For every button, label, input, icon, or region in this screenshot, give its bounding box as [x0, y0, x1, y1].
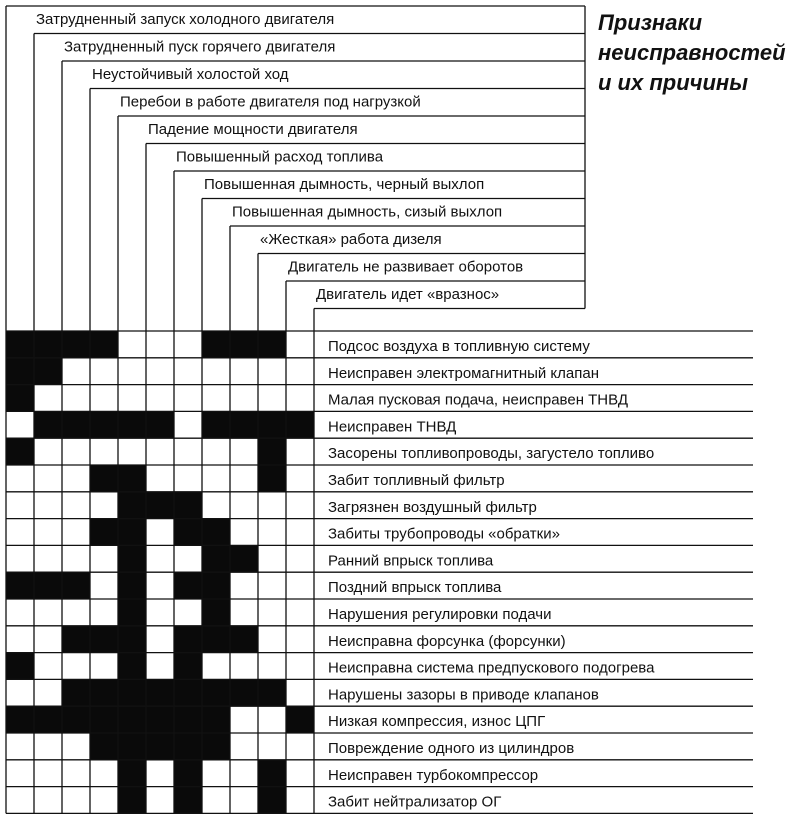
matrix-cell-filled [118, 760, 146, 787]
matrix-cell-filled [118, 572, 146, 599]
symptom-label: Повышенная дымность, черный выхлоп [204, 176, 485, 193]
matrix-cell-filled [174, 626, 202, 653]
matrix-cell-filled [146, 733, 174, 760]
matrix-cell-filled [258, 465, 286, 492]
matrix-cell-filled [174, 760, 202, 787]
matrix-cell-filled [62, 679, 90, 706]
matrix-cell-filled [62, 331, 90, 358]
matrix-cell-filled [146, 411, 174, 438]
cause-label: Нарушения регулировки подачи [328, 606, 552, 623]
matrix-cell-filled [202, 411, 230, 438]
cause-label: Поздний впрыск топлива [328, 579, 502, 597]
matrix-cell-filled [118, 465, 146, 492]
symptom-label: Двигатель не развивает оборотов [288, 258, 524, 276]
matrix-cell-filled [34, 411, 62, 438]
matrix-cell-filled [34, 331, 62, 358]
symptom-label: Повышенный расход топлива [176, 148, 384, 166]
cause-label: Низкая компрессия, износ ЦПГ [328, 713, 546, 731]
matrix-cell-filled [6, 438, 34, 465]
matrix-cell-filled [258, 438, 286, 465]
matrix-cell-filled [230, 626, 258, 653]
matrix-cell-filled [286, 706, 314, 733]
diagram-title: неисправностей [598, 40, 786, 65]
matrix-cell-filled [6, 653, 34, 680]
matrix-cell-filled [202, 706, 230, 733]
cause-label: Ранний впрыск топлива [328, 552, 494, 570]
matrix-cell-filled [230, 331, 258, 358]
cause-label: Забит топливный фильтр [328, 472, 505, 489]
matrix-cell-filled [258, 679, 286, 706]
matrix-cell-filled [258, 760, 286, 787]
matrix-cell-filled [34, 572, 62, 599]
matrix-cell-filled [146, 679, 174, 706]
matrix-cell-filled [146, 492, 174, 519]
matrix-cell-filled [202, 626, 230, 653]
matrix-cell-filled [90, 706, 118, 733]
matrix-cell-filled [90, 519, 118, 546]
matrix-cell-filled [174, 519, 202, 546]
matrix-cell-filled [258, 331, 286, 358]
matrix-cell-filled [258, 787, 286, 814]
diagram-title: и их причины [598, 70, 748, 95]
matrix-cell-filled [118, 787, 146, 814]
matrix-cell-filled [6, 385, 34, 412]
matrix-cell-filled [202, 679, 230, 706]
matrix-cell-filled [6, 331, 34, 358]
cause-label: Засорены топливопроводы, загустело топливо [328, 445, 655, 463]
cause-label: Неисправна форсунка (форсунки) [328, 632, 566, 650]
matrix-cell-filled [146, 706, 174, 733]
matrix-cell-filled [6, 572, 34, 599]
matrix-cell-filled [118, 519, 146, 546]
cause-label: Загрязнен воздушный фильтр [328, 498, 537, 516]
cause-label: Повреждение одного из цилиндров [328, 740, 575, 757]
matrix-cell-filled [62, 411, 90, 438]
diagram-title: Признаки [598, 10, 703, 35]
matrix-cell-filled [230, 545, 258, 572]
matrix-cell-filled [174, 787, 202, 814]
matrix-cell-filled [230, 411, 258, 438]
cause-label: Забит нейтрализатор ОГ [328, 793, 502, 811]
symptom-label: Затрудненный пуск горячего двигателя [64, 38, 336, 56]
matrix-cell-filled [230, 679, 258, 706]
matrix-cell-filled [202, 331, 230, 358]
matrix-cell-filled [62, 572, 90, 599]
matrix-cell-filled [90, 465, 118, 492]
matrix-cell-filled [34, 358, 62, 385]
symptom-label: Перебои в работе двигателя под нагрузкой [120, 93, 421, 111]
matrix-cell-filled [62, 706, 90, 733]
symptom-label: «Жесткая» работа дизеля [260, 231, 442, 248]
matrix-cell-filled [286, 411, 314, 438]
matrix-cell-filled [202, 599, 230, 626]
matrix-cell-filled [174, 706, 202, 733]
matrix-cell-filled [118, 492, 146, 519]
matrix-cell-filled [90, 679, 118, 706]
matrix-cell-filled [118, 545, 146, 572]
matrix-cell-filled [174, 492, 202, 519]
matrix-cell-filled [174, 679, 202, 706]
matrix-cell-filled [174, 653, 202, 680]
matrix-cell-filled [6, 358, 34, 385]
matrix-cell-filled [62, 626, 90, 653]
symptom-label: Повышенная дымность, сизый выхлоп [232, 203, 503, 221]
matrix-cell-filled [202, 519, 230, 546]
matrix-cell-filled [202, 545, 230, 572]
matrix-cell-filled [174, 733, 202, 760]
symptom-label: Неустойчивый холостой ход [92, 66, 289, 83]
cause-label: Подсос воздуха в топливную систему [328, 338, 590, 355]
symptom-label: Затрудненный запуск холодного двигателя [36, 11, 335, 28]
matrix-cell-filled [258, 411, 286, 438]
matrix-cell-filled [118, 411, 146, 438]
matrix-cell-filled [118, 626, 146, 653]
matrix-cell-filled [118, 599, 146, 626]
symptom-label: Падение мощности двигателя [148, 121, 358, 138]
matrix-cell-filled [6, 706, 34, 733]
cause-label: Забиты трубопроводы «обратки» [328, 525, 560, 543]
cause-label: Нарушены зазоры в приводе клапанов [328, 686, 599, 704]
matrix-cell-filled [118, 706, 146, 733]
matrix-cell-filled [174, 572, 202, 599]
cause-label: Неисправна система предпускового подогрева [328, 659, 655, 677]
matrix-cell-filled [90, 733, 118, 760]
matrix-cell-filled [118, 733, 146, 760]
matrix-cell-filled [34, 706, 62, 733]
cause-label: Малая пусковая подача, неисправен ТНВД [328, 391, 628, 409]
matrix-cell-filled [90, 411, 118, 438]
cause-label: Неисправен турбокомпрессор [328, 766, 539, 784]
cause-label: Неисправен ТНВД [328, 418, 457, 436]
matrix-cell-filled [90, 331, 118, 358]
matrix-cell-filled [118, 679, 146, 706]
matrix-cell-filled [202, 572, 230, 599]
cause-label: Неисправен электромагнитный клапан [328, 364, 600, 382]
matrix-cell-filled [202, 733, 230, 760]
symptom-label: Двигатель идет «вразнос» [316, 286, 500, 303]
matrix-cell-filled [118, 653, 146, 680]
matrix-cell-filled [90, 626, 118, 653]
